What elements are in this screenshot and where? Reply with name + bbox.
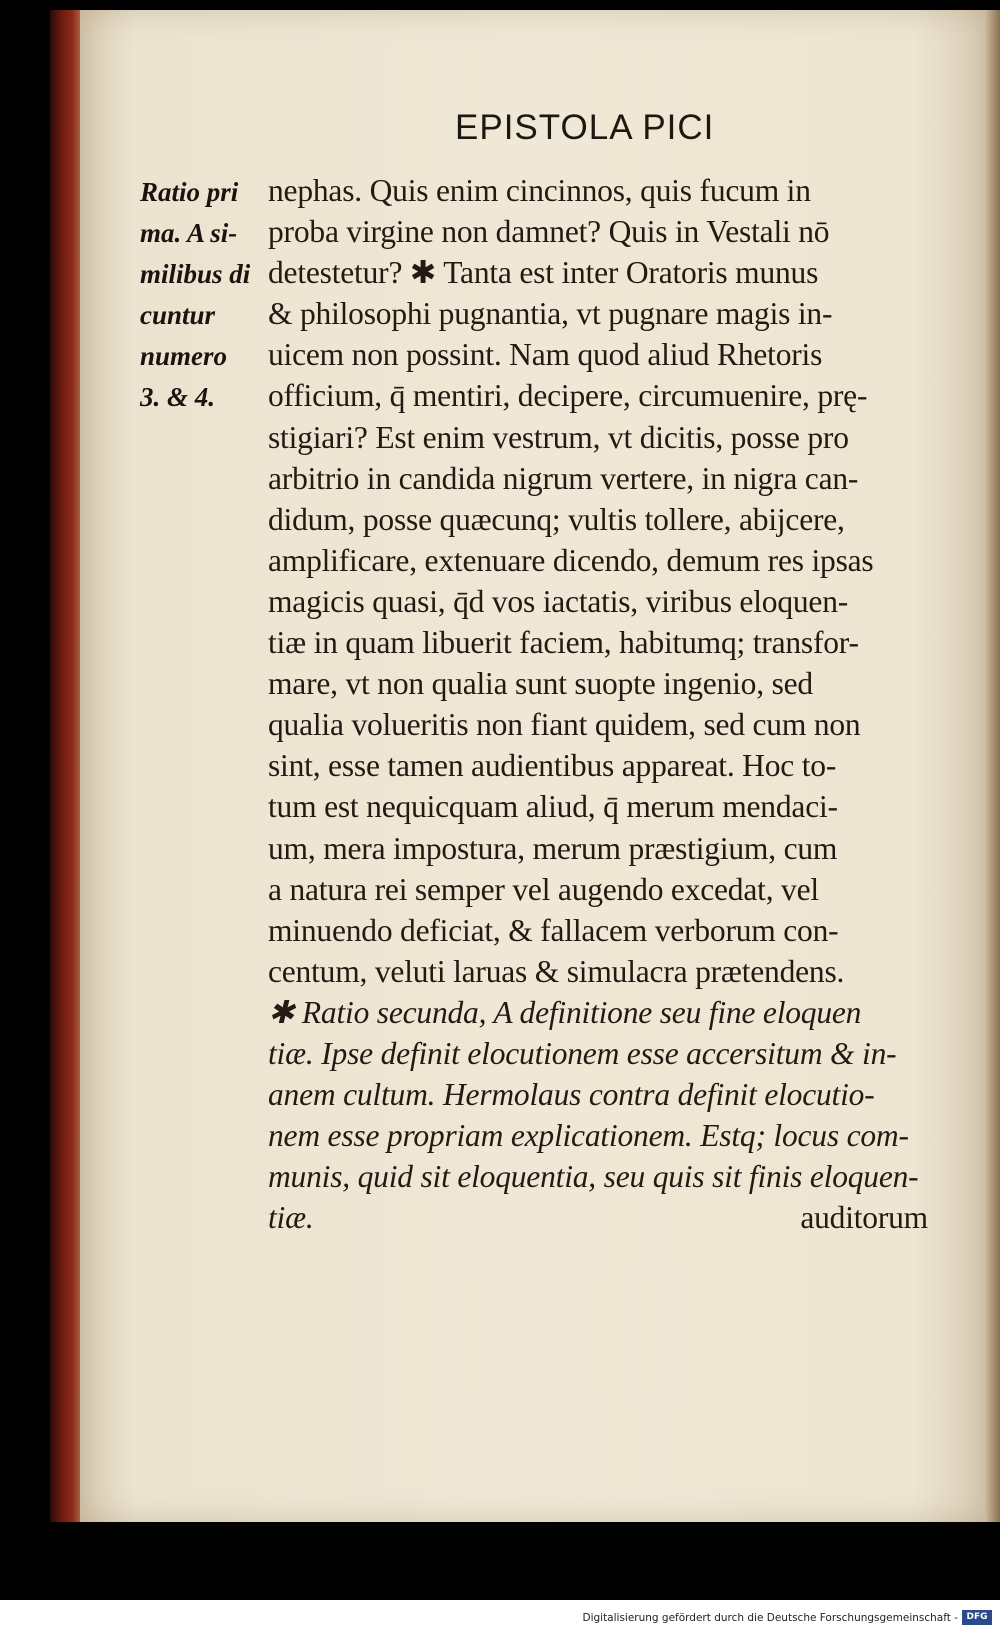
- text-line: um, mera impostura, merum præstigium, cum: [268, 830, 838, 866]
- marginal-note-line: milibus di: [140, 259, 251, 289]
- running-head: EPISTOLA PICI: [455, 108, 715, 147]
- body-text: [268, 170, 940, 1238]
- marginal-note: [140, 172, 275, 418]
- footer-bar: [0, 1600, 1000, 1638]
- italic-text-line: ✱ Ratio secunda, A definitione seu fine eloquen: [268, 994, 862, 1030]
- text-line: proba virgine non damnet? Quis in Vestali nō: [268, 214, 830, 250]
- italic-text-line: nem esse propriam explicationem. Estq; locus com-: [268, 1118, 909, 1154]
- marginal-note-line: ma. A si-: [140, 218, 238, 248]
- text-line: minuendo deficiat, & fallacem verborum con-: [268, 912, 839, 948]
- last-line-text: tiæ.: [268, 1200, 314, 1236]
- text-line: amplificare, extenuare dicendo, demum res ipsas: [268, 542, 874, 578]
- text-line: didum, posse quæcunq; vultis tollere, abijcere,: [268, 501, 845, 537]
- funding-credit: Digitalisierung gefördert durch die Deutsche Forschungsgemeinschaft -: [582, 1612, 958, 1624]
- italic-text-line: munis, quid sit eloquentia, seu quis sit finis eloquen-: [268, 1159, 919, 1195]
- text-line: uicem non possint. Nam quod aliud Rhetoris: [268, 337, 823, 373]
- text-line: a natura rei semper vel augendo excedat, vel: [268, 871, 819, 907]
- text-line: tiæ in quam libuerit faciem, habitumq; transfor-: [268, 625, 859, 661]
- last-line: [268, 1197, 928, 1238]
- italic-text-line: anem cultum. Hermolaus contra definit elocutio-: [268, 1077, 875, 1113]
- text-line: tum est nequicquam aliud, q̄ merum mendaci-: [268, 789, 838, 825]
- text-line: & philosophi pugnantia, vt pugnare magis in-: [268, 296, 833, 332]
- text-line: officium, q̄ mentiri, decipere, circumuenire, prę-: [268, 378, 868, 414]
- marginal-note-line: numero: [140, 341, 228, 371]
- text-line: magicis quasi, q̄d vos iactatis, viribus eloquen-: [268, 583, 849, 619]
- marginal-note-line: cuntur: [140, 300, 216, 330]
- text-line: arbitrio in candida nigrum vertere, in nigra can-: [268, 460, 859, 496]
- page-edge-right: [986, 10, 1000, 1522]
- text-line: nephas. Quis enim cincinnos, quis fucum in: [268, 173, 811, 208]
- text-line: mare, vt non qualia sunt suopte ingenio, sed: [268, 666, 813, 702]
- text-line: qualia volueritis non fiant quidem, sed cum non: [268, 707, 861, 743]
- italic-text-line: tiæ. Ipse definit elocutionem esse accersitum & in-: [268, 1035, 897, 1071]
- text-line: centum, veluti laruas & simulacra prætendens.: [268, 953, 845, 989]
- marginal-note-line: 3. & 4.: [140, 382, 216, 412]
- text-line: sint, esse tamen audientibus appareat. Hoc to-: [268, 748, 837, 784]
- text-line: stigiari? Est enim vestrum, vt dicitis, posse pro: [268, 419, 849, 455]
- text-line: detestetur? ✱ Tanta est inter Oratoris munus: [268, 255, 819, 291]
- marginal-note-line: Ratio pri: [140, 177, 239, 207]
- catchword: auditorum: [800, 1200, 928, 1236]
- dfg-logo-icon: DFG: [962, 1610, 992, 1625]
